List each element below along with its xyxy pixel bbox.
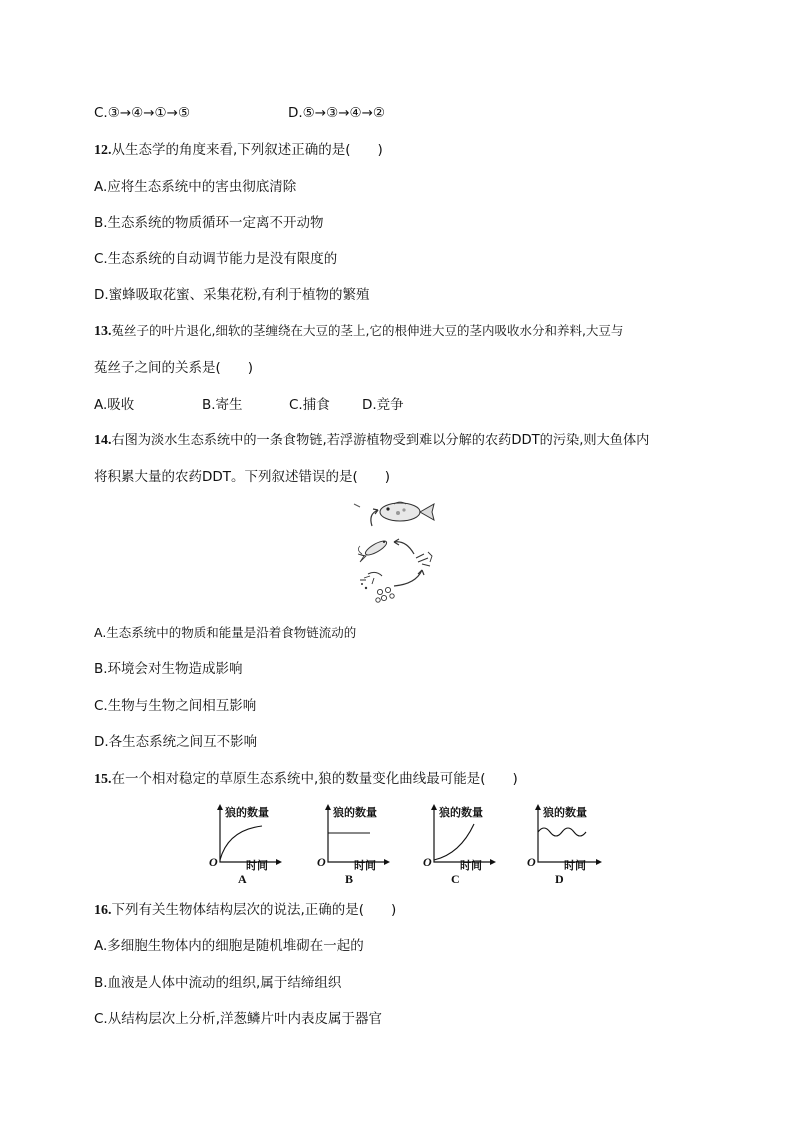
graph-a-curve bbox=[220, 826, 262, 860]
graph-a-letter: A bbox=[238, 872, 247, 886]
q12-option-b: B.生态系统的物质循环一定离不开动物 bbox=[94, 215, 324, 231]
q12-stem-text: 从生态学的角度来看,下列叙述正确的是( ) bbox=[111, 142, 383, 158]
q13-stem-line2: 菟丝子之间的关系是( ) bbox=[94, 360, 254, 376]
graph-c-ylabel: 狼的数量 bbox=[439, 806, 483, 819]
q13-number: 13. bbox=[94, 324, 112, 339]
graph-d-letter: D bbox=[555, 872, 564, 886]
q12-option-c: C.生态系统的自动调节能力是没有限度的 bbox=[94, 251, 338, 267]
q11-option-c: C.③→④→①→⑤ bbox=[94, 105, 191, 121]
graph-b-xlabel: 时间 bbox=[354, 859, 376, 872]
graph-d-origin: O bbox=[527, 855, 536, 869]
small-fish-icon bbox=[358, 539, 388, 562]
q15-stem-text: 在一个相对稳定的草原生态系统中,狼的数量变化曲线最可能是( ) bbox=[111, 771, 518, 787]
q13-stem-line1 bbox=[94, 322, 623, 341]
q12-number: 12. bbox=[94, 143, 112, 158]
q16-stem bbox=[94, 901, 396, 920]
q14-number: 14. bbox=[94, 433, 112, 448]
q16-option-b: B.血液是人体中流动的组织,属于结缔组织 bbox=[94, 975, 342, 991]
graph-d-curve bbox=[538, 828, 586, 836]
q12-option-a: A.应将生态系统中的害虫彻底清除 bbox=[94, 179, 297, 195]
graph-a-ylabel: 狼的数量 bbox=[225, 806, 269, 819]
q14-stem-line1 bbox=[94, 432, 649, 450]
zooplankton-icon bbox=[416, 552, 432, 566]
graph-b-letter: B bbox=[345, 872, 354, 886]
graph-b-ylabel: 狼的数量 bbox=[333, 806, 377, 819]
q15-stem bbox=[94, 770, 518, 789]
food-chain-figure bbox=[344, 496, 444, 608]
q14-option-d: D.各生态系统之间互不影响 bbox=[94, 734, 258, 750]
graph-c-letter: C bbox=[451, 872, 460, 886]
wolf-graph-a bbox=[206, 800, 296, 890]
q12-option-d: D.蜜蜂吸取花蜜、采集花粉,有利于植物的繁殖 bbox=[94, 287, 370, 303]
wolf-graph-c bbox=[420, 800, 510, 890]
graph-b-origin: O bbox=[317, 855, 326, 869]
graph-c-origin: O bbox=[423, 855, 432, 869]
graph-a-origin: O bbox=[209, 855, 218, 869]
q16-option-a: A.多细胞生物体内的细胞是随机堆砌在一起的 bbox=[94, 938, 364, 954]
graph-d-xlabel: 时间 bbox=[564, 859, 586, 872]
q14-option-b: B.环境会对生物造成影响 bbox=[94, 661, 243, 677]
q14-option-a: A.生态系统中的物质和能量是沿着食物链流动的 bbox=[94, 625, 357, 640]
q13-option-c: C.捕食 bbox=[289, 397, 330, 413]
q13-stem-text-1: 菟丝子的叶片退化,细软的茎缠绕在大豆的茎上,它的根伸进大豆的茎内吸收水分和养料,大豆与 bbox=[111, 323, 624, 338]
q13-option-b: B.寄生 bbox=[202, 397, 243, 413]
graph-a-xlabel: 时间 bbox=[246, 859, 268, 872]
food-chain-illustration bbox=[344, 496, 444, 608]
q16-option-c: C.从结构层次上分析,洋葱鳞片叶内表皮属于器官 bbox=[94, 1011, 383, 1027]
q15-number: 15. bbox=[94, 772, 112, 787]
q14-stem-text-1: 右图为淡水生态系统中的一条食物链,若浮游植物受到难以分解的农药DDT的污染,则大鱼体内 bbox=[111, 433, 650, 448]
phytoplankton-icon bbox=[361, 583, 394, 602]
graph-d-ylabel: 狼的数量 bbox=[543, 806, 587, 819]
big-fish-icon bbox=[380, 502, 434, 521]
q11-option-row bbox=[94, 104, 386, 122]
q14-option-c: C.生物与生物之间相互影响 bbox=[94, 698, 257, 714]
q14-stem-line2: 将积累大量的农药DDT。下列叙述错误的是( ) bbox=[94, 469, 391, 485]
graph-c-xlabel: 时间 bbox=[460, 859, 482, 872]
q11-option-d: D.⑤→③→④→② bbox=[288, 105, 386, 121]
q12-stem bbox=[94, 141, 383, 160]
q16-number: 16. bbox=[94, 903, 112, 918]
q13-option-d: D.竞争 bbox=[362, 397, 404, 413]
q16-stem-text: 下列有关生物体结构层次的说法,正确的是( ) bbox=[111, 902, 397, 918]
wolf-graph-d bbox=[524, 800, 620, 890]
q13-option-a: A.吸收 bbox=[94, 397, 135, 413]
shrimp-icon bbox=[360, 572, 382, 584]
wolf-graph-b bbox=[314, 800, 404, 890]
graph-c-curve bbox=[434, 824, 474, 860]
